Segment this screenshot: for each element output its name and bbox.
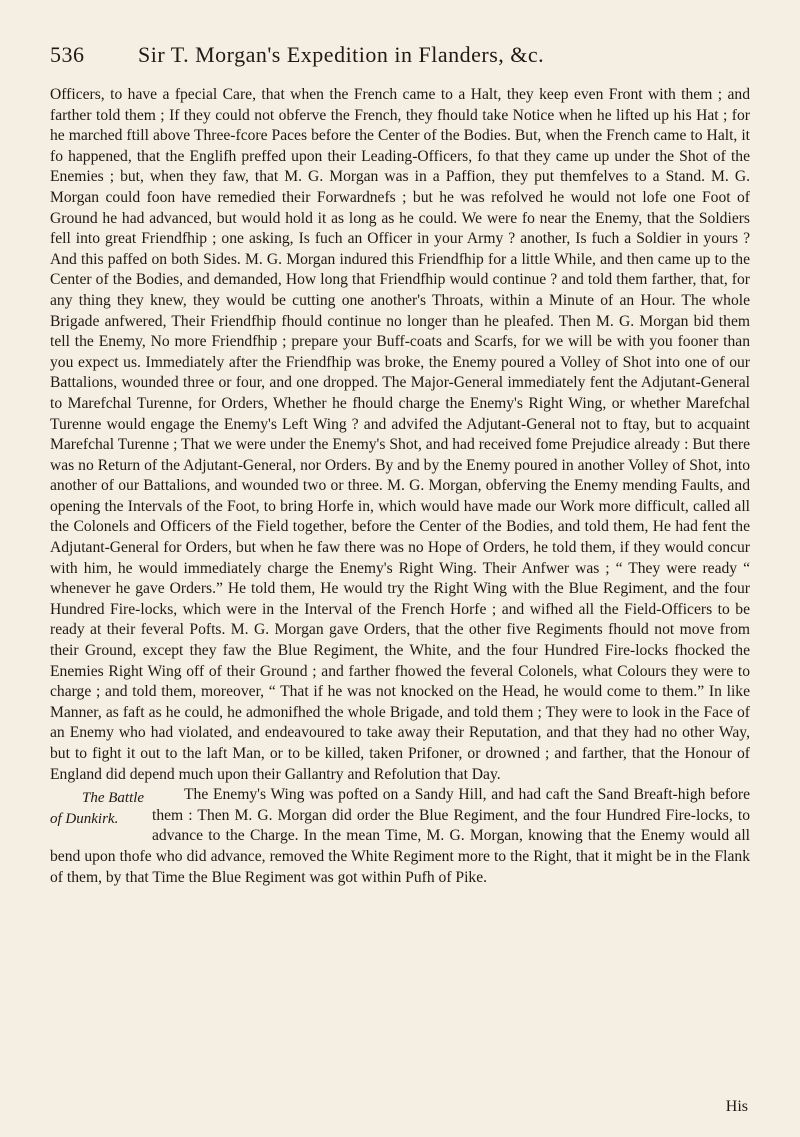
catchword: His (725, 1098, 748, 1115)
paragraph-text: The Enemy's Wing was pofted on a Sandy Hill, and had caft the Sand Breaft-high before them : Then M. G. Morgan did order the Blue Regiment, and the four Hundred Fire-locks, to advance to the Charge. In the mean Time, M. G. Morgan, knowing that the Enemy would all bend upon thofe who did advance, removed the White Regiment more to the Right, that it might be in the Flank of them, by that Time the Blue Regiment was got within Pufh of Pike. (50, 786, 750, 886)
margin-note: The Battle of Dunkirk. (50, 790, 145, 827)
running-header (50, 42, 750, 78)
body-text (50, 85, 750, 888)
paragraph-with-margin-note (50, 785, 750, 888)
page-number: 536 (50, 42, 85, 67)
running-title: Sir T. Morgan's Expedition in Flanders, &c. (138, 42, 545, 67)
paragraph: Officers, to have a fpecial Care, that when the French came to a Halt, they keep even Front with them ; and farther told them ; If they could not obferve the French, they fhould take Notice when he lifted up his Hat ; for he marched ftill above Three-fcore Paces before the Center of the Bodies. But, when the French came to Halt, it fo happened, that the Englifh preffed upon their Leading-Officers, fo that they came up under the Shot of the Enemies ; but, when they faw, that M. G. Morgan was in a Paffion, they put themfelves to a Stand. M. G. Morgan could foon have remedied their Forwardnefs ; but he was refolved he would not lofe one Foot of Ground he had advanced, but would hold it as long as he could. We were fo near the Enemy, that the Soldiers fell into great Friendfhip ; one asking, Is fuch an Officer in your Army ? another, Is fuch a Soldier in yours ? And this paffed on both Sides. M. G. Morgan indured this Friendfhip for a little While, and then came up to the Center of the Bodies, and demanded, How long that Friendfhip would continue ? and told them farther, that, for any thing they knew, they would be cutting one another's Throats, within a Minute of an Hour. The whole Brigade anfwered, Their Friendfhip fhould continue no longer than he pleafed. Then M. G. Morgan bid them tell the Enemy, No more Friendfhip ; prepare your Buff-coats and Scarfs, for we will be with you fooner than you expect us. Immediately after the Friendfhip was broke, the Enemy poured a Volley of Shot into one of our Battalions, wounded three or four, and one dropped. The Major-General immediately fent the Adjutant-General to Marefchal Turenne, for Orders, Whether he fhould charge the Enemy's Right Wing, or whether Marefchal Turenne would engage the Enemy's Left Wing ? and advifed the Adjutant-General not to ftay, but to acquaint Marefchal Turenne ; That we were under the Enemy's Shot, and had received fome Prejudice already : But there was no Return of the Adjutant-General, nor Orders. By and by the Enemy poured in another Volley of Shot, into another of our Battalions, and wounded two or three. M. G. Morgan, obferving the Enemy mending Faults, and opening the Intervals of the Foot, to bring Horfe in, which would have made our Work more difficult, called all the Colonels and Officers of the Field together, before the Center of the Bodies, and told them, He had fent the Adjutant-General for Orders, but when he faw there was no Hope of Orders, he told them, if they would concur with him, he would immediately charge the Enemy's Right Wing. Their Anfwer was ; “ They were ready “ whenever he gave Orders.” He told them, He would try the Right Wing with the Blue Regiment, and the four Hundred Fire-locks, which were in the Interval of the French Horfe ; and wifhed all the Field-Officers to be ready at their feveral Pofts. M. G. Morgan gave Orders, that the other five Regiments fhould not move from their Ground, except they faw the Blue Regiment, the White, and the four Hundred Fire-locks fhocked the Enemies Right Wing off of their Ground ; and farther fhowed the feveral Colonels, what Colours they were to charge ; and told them, moreover, “ That if he was not knocked on the Head, he would come to them.” In like Manner, as faft as he could, he admonifhed the whole Brigade, and told them ; They were to look in the Face of an Enemy who had violated, and endeavoured to take away their Reputation, and that they had no other Way, but to fight it out to the laft Man, or to be killed, taken Prifoner, or drowned ; and farther, that the Honour of England did depend much upon their Gallantry and Refolution that Day. (50, 86, 750, 783)
